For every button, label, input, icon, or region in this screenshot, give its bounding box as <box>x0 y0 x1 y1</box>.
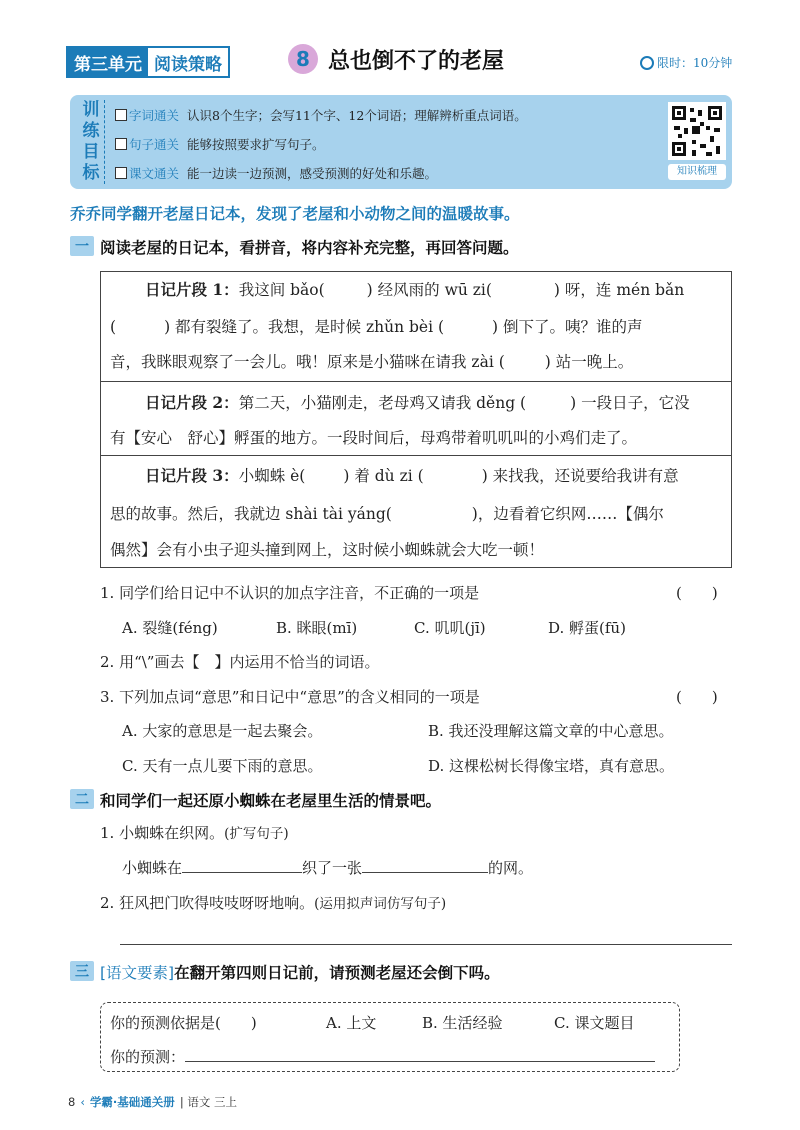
text: 思的故事。然后，我就边 shài tài yáng( <box>110 505 392 523</box>
goals-tag-char: 目 <box>82 142 100 162</box>
goal-row <box>115 135 325 153</box>
goals-tag-char: 练 <box>82 121 100 141</box>
option[interactable]: D. 这棵松树长得像宝塔，真有意思。 <box>428 757 675 775</box>
qr-code-icon[interactable] <box>668 102 726 160</box>
diary-heading: 日记片段 2： <box>145 393 239 412</box>
checkbox-icon[interactable] <box>115 138 127 150</box>
section-title <box>100 961 500 983</box>
diary-heading: 日记片段 1： <box>145 280 239 299</box>
goal-row <box>115 164 437 182</box>
goal-label: 句子通关 <box>129 137 180 152</box>
intro-text: 乔乔同学翻开老屋日记本，发现了老屋和小动物之间的温暖故事。 <box>70 205 520 223</box>
goals-tag-char: 标 <box>82 163 100 183</box>
option[interactable]: A. 上文 <box>326 1014 377 1032</box>
fill-sentence <box>122 857 533 878</box>
diary-line <box>145 278 684 300</box>
section-badge: 一 <box>70 236 94 256</box>
question-text: 2. 用“\”画去【 】内运用不恰当的词语。 <box>100 653 380 671</box>
option[interactable]: A. 裂缝(féng) <box>122 619 218 637</box>
section-badge: 二 <box>70 789 94 809</box>
brand: 学霸·基础通关册 <box>89 1095 175 1109</box>
text: 织了一张 <box>302 859 363 877</box>
strategy-label: 阅读策略 <box>154 54 222 75</box>
diary-heading: 日记片段 3： <box>145 466 239 485</box>
text: 我这间 bǎo( <box>238 281 325 299</box>
question-text: 3. 下列加点词“意思”和日记中“意思”的含义相同的一项是 <box>100 688 480 706</box>
text: ) 呀，连 mén bǎn <box>553 281 685 299</box>
goals-tag <box>78 100 105 184</box>
answer-paren[interactable]: ( ) <box>676 688 718 706</box>
unit-header <box>66 46 230 78</box>
text: 2. 狂风把门吹得吱吱呀呀地响。 <box>100 894 315 912</box>
question-text: 1. 同学们给日记中不认识的加点字注音，不正确的一项是 <box>100 584 480 602</box>
text: 偶然】会有小虫子迎头撞到网上，这时候小蜘蛛就会大吃一顿！ <box>110 541 545 559</box>
text: 小蜘蛛 è( <box>238 467 306 485</box>
goal-label: 字词通关 <box>129 108 180 123</box>
text: ) 站一晚上。 <box>544 353 634 371</box>
checkbox-icon[interactable] <box>115 167 127 179</box>
goal-text: 能一边读一边预测，感受预测的好处和乐趣。 <box>187 166 438 181</box>
question-text <box>100 892 446 913</box>
lesson-title: 总也倒不了的老屋 <box>328 49 505 74</box>
text: ) 经风雨的 wū zi( <box>366 281 492 299</box>
option[interactable]: C. 天有一点儿要下雨的意思。 <box>122 757 323 775</box>
text: ) 都有裂缝了。我想，是时候 zhǔn bèi ( <box>164 318 445 336</box>
answer-blank[interactable] <box>182 858 302 873</box>
diary-line <box>110 350 633 372</box>
text: 音，我眯眼观察了一会儿。哦！原来是小猫咪在请我 zài ( <box>110 353 505 371</box>
checkbox-icon[interactable] <box>115 109 127 121</box>
divider <box>100 381 732 382</box>
option[interactable]: B. 眯眼(mī) <box>276 619 358 637</box>
text: ) 着 dù zi ( <box>343 467 424 485</box>
diary-line <box>145 391 690 413</box>
page-number: 8 <box>68 1095 76 1109</box>
text: ( <box>110 318 117 336</box>
diary-line <box>145 464 679 486</box>
note: (扩写句子) <box>224 826 289 842</box>
section-title: 阅读老屋的日记本，看拼音，将内容补充完整，再回答问题。 <box>100 239 519 257</box>
diary-line <box>110 315 643 337</box>
goals-tag-char: 训 <box>82 100 100 120</box>
text: ) 来找我，还说要给我讲有意 <box>481 467 679 485</box>
option[interactable]: C. 课文题目 <box>554 1014 635 1032</box>
section-tag: [语文要素] <box>100 964 175 982</box>
answer-line[interactable] <box>120 944 732 945</box>
option[interactable]: B. 我还没理解这篇文章的中心意思。 <box>428 722 674 740</box>
text: 有【安心 舒心】孵蛋的地方。一段时间后，母鸡带着叽叽叫的小鸡们走了。 <box>110 429 638 447</box>
text: 在翻开第四则日记前，请预测老屋还会倒下吗。 <box>174 964 500 982</box>
goal-row <box>115 106 527 124</box>
text: )，边看着它织网……【偶尔 <box>471 505 664 523</box>
text: 的网。 <box>488 859 534 877</box>
option[interactable]: B. 生活经验 <box>422 1014 503 1032</box>
time-limit <box>640 54 732 71</box>
answer-paren[interactable]: ( ) <box>676 584 718 602</box>
time-limit-text: 限时：10分钟 <box>657 56 733 70</box>
answer-blank[interactable] <box>185 1047 655 1062</box>
option[interactable]: A. 大家的意思是一起去聚会。 <box>122 722 323 740</box>
question-text <box>100 822 289 843</box>
prediction-line <box>110 1046 655 1067</box>
diary-line <box>110 426 637 448</box>
footer <box>68 1094 237 1110</box>
text: 小蜘蛛在 <box>122 859 183 877</box>
clock-icon <box>640 56 654 70</box>
qr-caption: 知识梳理 <box>668 164 726 180</box>
goal-text: 认识8个生字；会写11个字、12个词语；理解辨析重点词语。 <box>187 108 527 123</box>
option[interactable]: D. 孵蛋(fū) <box>548 619 626 637</box>
text: 第二天，小猫刚走，老母鸡又请我 děng ( <box>238 394 527 412</box>
note: (运用拟声词仿写句子) <box>314 896 447 912</box>
goal-label: 课文通关 <box>129 166 180 181</box>
prediction-basis: 你的预测依据是( ) <box>110 1014 257 1032</box>
section-title: 和同学们一起还原小蜘蛛在老屋里生活的情景吧。 <box>100 792 442 810</box>
chevron-left-icon: ‹ <box>80 1095 85 1109</box>
answer-blank[interactable] <box>362 858 488 873</box>
option[interactable]: C. 叽叽(jī) <box>414 619 486 637</box>
text: ) 倒下了。咦？谁的声 <box>492 318 643 336</box>
section-badge: 三 <box>70 961 94 981</box>
lesson-number: 8 <box>288 44 318 74</box>
text: 你的预测： <box>110 1048 186 1066</box>
unit-label: 第三单元 <box>68 48 148 76</box>
divider <box>100 455 732 456</box>
diary-line <box>110 502 664 524</box>
subject: | 语文 三上 <box>179 1095 237 1109</box>
diary-line <box>110 538 544 560</box>
goal-text: 能够按照要求扩写句子。 <box>187 137 325 152</box>
text: ) 一段日子，它没 <box>570 394 690 412</box>
text: 1. 小蜘蛛在织网。 <box>100 824 225 842</box>
